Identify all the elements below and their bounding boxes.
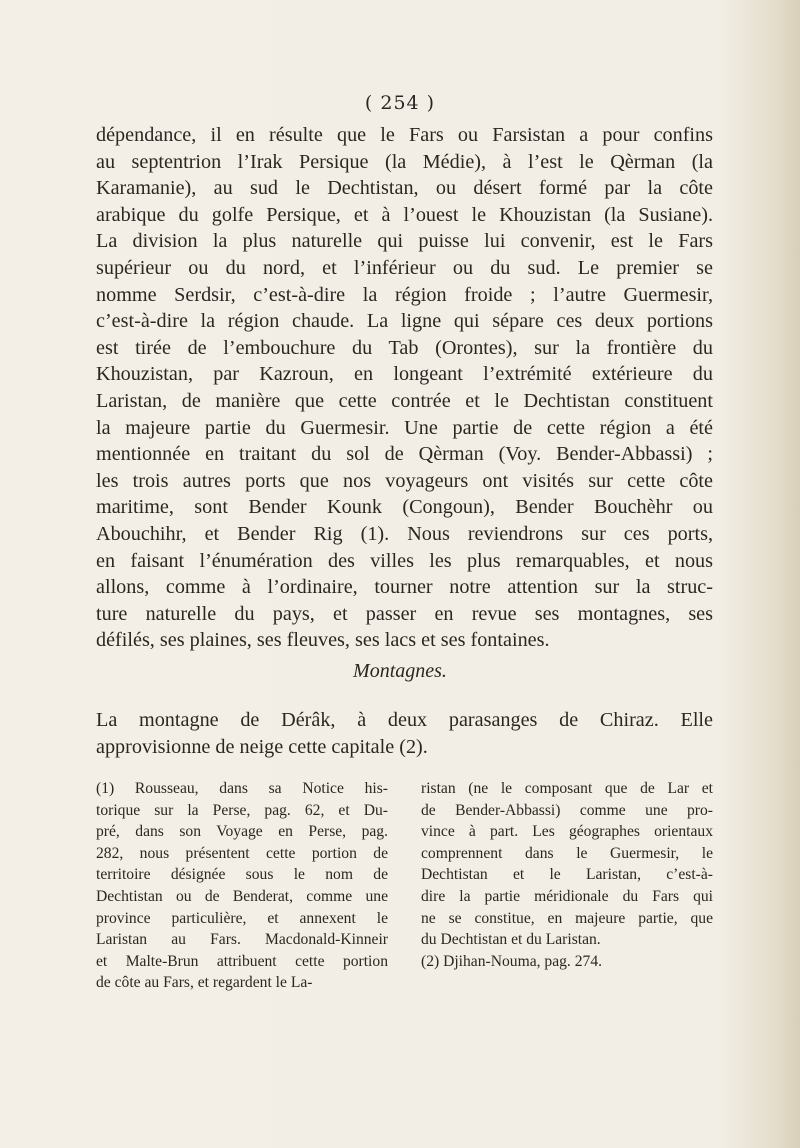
mountains-paragraph bbox=[96, 707, 713, 760]
footnote-line: Dechtistan ou de Benderat, comme une bbox=[96, 887, 388, 905]
footnote-line: (2) Djihan-Nouma, pag. 274. bbox=[421, 952, 603, 970]
footnote-line: du Dechtistan et du Laristan. bbox=[421, 931, 601, 949]
main-paragraph bbox=[96, 122, 713, 654]
text-line: supérieur ou du nord, et l’inférieur ou du sud. Le premier se bbox=[96, 256, 713, 279]
footnote-line: territoire désignée sous le nom de bbox=[96, 866, 388, 884]
footnote-line: comprennent dans le Guermesir, le bbox=[421, 844, 713, 862]
text-line: en faisant l’énumération des villes les plus remarquables, et nous bbox=[96, 549, 713, 572]
text-line: ture naturelle du pays, et passer en revue ses montagnes, ses bbox=[96, 602, 713, 625]
text-line: La montagne de Dérâk, à deux parasanges de Chiraz. Elle bbox=[96, 709, 713, 731]
text-line: mentionnée en traitant du sol de Qèrman (Voy. Bender-Abbassi) ; bbox=[96, 443, 713, 466]
footnote-line: ristan (ne le composant que de Lar et bbox=[421, 780, 713, 797]
footnote-line: vince à part. Les géographes orientaux bbox=[421, 823, 713, 841]
footnote-line: et Malte-Brun attribuent cette portion bbox=[96, 952, 388, 970]
text-line: les trois autres ports que nos voyageurs ont visités sur cette côte bbox=[96, 469, 713, 492]
text-line: maritime, sont Bender Kounk (Congoun), Bender Bouchèhr ou bbox=[96, 496, 713, 519]
footnote-line: ne se constitue, en majeure partie, que bbox=[421, 909, 713, 927]
text-line: Laristan, de manière que cette contrée et le Dechtistan constituent bbox=[96, 389, 713, 412]
text-line: c’est-à-dire la région chaude. La ligne qui sépare ces deux portions bbox=[96, 310, 713, 333]
footnote-line: torique sur la Perse, pag. 62, et Du- bbox=[96, 801, 388, 819]
text-line: Khouzistan, par Kazroun, en longeant l’extrémité extérieure du bbox=[96, 363, 713, 386]
footnote-line: de Bender-Abbassi) comme une pro- bbox=[421, 801, 713, 819]
text-line: arabique du golfe Persique, et à l’ouest le Khouzistan (la Susiane). bbox=[96, 203, 713, 226]
footnote-column-left bbox=[96, 778, 388, 994]
text-line: allons, comme à l’ordinaire, tourner notre attention sur la struc- bbox=[96, 576, 713, 599]
footnote-line: 282, nous présentent cette portion de bbox=[96, 844, 388, 862]
footnote-line: de côte au Fars, et regardent le La- bbox=[96, 974, 313, 992]
text-line: la majeure partie du Guermesir. Une partie de cette région a été bbox=[96, 416, 713, 439]
text-line: au septentrion l’Irak Persique (la Médie), à l’est le Qèrman (la bbox=[96, 150, 713, 173]
footnote-line: pré, dans son Voyage en Perse, pag. bbox=[96, 823, 388, 841]
footnote-line: Laristan au Fars. Macdonald-Kinneir bbox=[96, 931, 388, 949]
footnotes bbox=[96, 778, 713, 994]
footnote-line: (1) Rousseau, dans sa Notice his- bbox=[96, 780, 388, 797]
footnote-column-right bbox=[421, 778, 713, 994]
text-line: est tirée de l’embouchure du Tab (Orontes), sur la frontière du bbox=[96, 336, 713, 359]
page-number: ( 254 ) bbox=[364, 92, 436, 114]
footnote-line: Dechtistan et le Laristan, c’est-à- bbox=[421, 866, 713, 884]
text-line: défilés, ses plaines, ses fleuves, ses lacs et ses fontaines. bbox=[96, 629, 550, 652]
text-line: nomme Serdsir, c’est-à-dire la région froide ; l’autre Guermesir, bbox=[96, 283, 713, 306]
text-line: dépendance, il en résulte que le Fars ou Farsistan a pour confins bbox=[96, 124, 713, 146]
text-line: Karamanie), au sud le Dechtistan, ou désert formé par la côte bbox=[96, 177, 713, 200]
text-line: approvisionne de neige cette capitale (2). bbox=[96, 735, 428, 758]
footnote-line: dire la partie méridionale du Fars qui bbox=[421, 887, 713, 905]
footnote-line: province particulière, et annexent le bbox=[96, 909, 388, 927]
text-line: La division la plus naturelle qui puisse lui convenir, est le Fars bbox=[96, 230, 713, 253]
section-heading: Montagnes. bbox=[353, 660, 447, 682]
text-line: Abouchihr, et Bender Rig (1). Nous reviendrons sur ces ports, bbox=[96, 522, 713, 545]
